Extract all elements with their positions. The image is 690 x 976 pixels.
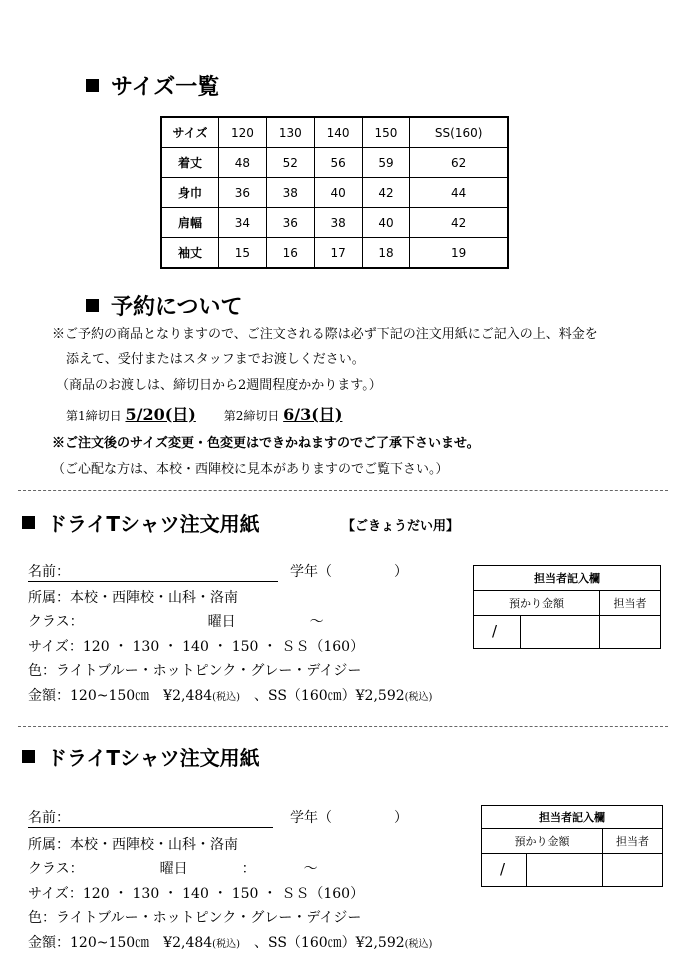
table-row xyxy=(161,208,508,238)
size-header-label: サイズ xyxy=(161,117,219,148)
deadline-1-label: 第1締切日 xyxy=(66,409,122,423)
cell: 36 xyxy=(219,178,267,208)
size-col: 150 xyxy=(362,117,410,148)
staff-header: 担当者 xyxy=(600,591,661,616)
form2-title: ドライTシャツ注文用紙 xyxy=(22,742,260,771)
cell: 42 xyxy=(362,178,410,208)
cell: 42 xyxy=(410,208,508,238)
staff-box-title: 担当者記入欄 xyxy=(482,806,663,829)
cell: 38 xyxy=(314,208,362,238)
row-label: 肩幅 xyxy=(161,208,219,238)
square-bullet-icon xyxy=(22,516,35,529)
square-bullet-icon xyxy=(22,750,35,763)
staff-cell[interactable] xyxy=(600,616,661,649)
cell: 15 xyxy=(219,238,267,269)
square-bullet-icon xyxy=(86,299,99,312)
cell: 56 xyxy=(314,148,362,178)
form1-class-row[interactable]: クラス： 曜日 ～ xyxy=(28,614,324,630)
form2-color-options[interactable]: 色：ライトブルー・ホットピンク・グレー・デイジー xyxy=(28,910,362,926)
table-row xyxy=(161,148,508,178)
size-section-title: サイズ一覧 xyxy=(86,70,219,101)
form2-price: 金額：120~150㎝ ¥2,484(税込) 、SS（160㎝）¥2,592(税込) xyxy=(28,935,433,951)
deadline-2-date: 6/3(日) xyxy=(283,405,343,424)
cell: 19 xyxy=(410,238,508,269)
form1-title: ドライTシャツ注文用紙 xyxy=(22,508,260,537)
cell: 48 xyxy=(219,148,267,178)
reservation-note-2: 添えて、受付またはスタッフまでお渡しください。 xyxy=(66,352,365,367)
form2-class-row[interactable]: クラス： 曜日 ： ～ xyxy=(28,861,318,877)
size-col: 140 xyxy=(314,117,362,148)
deposit-amount-cell[interactable] xyxy=(482,854,603,887)
change-warning: ※ご注文後のサイズ変更・色変更はできかねますのでご了承下さいませ。 xyxy=(52,436,480,451)
deadline-2-label: 第2締切日 xyxy=(223,409,280,423)
reservation-note-1: ※ご予約の商品となりますので、ご注文される際は必ず下記の注文用紙にご記入の上、料金を xyxy=(52,327,598,342)
form1-grade-field[interactable]: 学年（ ） xyxy=(290,564,408,580)
reservation-title: 予約について xyxy=(86,290,243,321)
square-bullet-icon xyxy=(86,79,99,92)
size-col: 120 xyxy=(219,117,267,148)
row-label: 身巾 xyxy=(161,178,219,208)
cell: 44 xyxy=(410,178,508,208)
size-col: SS(160) xyxy=(410,117,508,148)
cell: 38 xyxy=(266,178,314,208)
slash-mark: / xyxy=(500,860,506,878)
deadlines xyxy=(66,402,366,425)
staff-cell[interactable] xyxy=(603,854,663,887)
table-row xyxy=(161,178,508,208)
cell: 59 xyxy=(362,148,410,178)
name-field[interactable]: 名前： xyxy=(28,807,273,828)
form1-staff-box xyxy=(473,565,661,649)
cell: 16 xyxy=(266,238,314,269)
form1-name-row xyxy=(28,561,278,582)
form2-name-row xyxy=(28,807,273,828)
table-row xyxy=(161,238,508,269)
cell: 18 xyxy=(362,238,410,269)
staff-box-title: 担当者記入欄 xyxy=(474,566,661,591)
cell: 52 xyxy=(266,148,314,178)
cell: 34 xyxy=(219,208,267,238)
deposit-amount-header: 預かり金額 xyxy=(474,591,600,616)
size-table xyxy=(160,116,509,269)
form2-grade-field[interactable]: 学年（ ） xyxy=(290,810,408,826)
name-field[interactable]: 名前： xyxy=(28,561,278,582)
form2-staff-box xyxy=(481,805,663,887)
form1-price: 金額：120~150㎝ ¥2,484(税込) 、SS（160㎝）¥2,592(税込) xyxy=(28,688,433,704)
size-col: 130 xyxy=(266,117,314,148)
deadline-1-date: 5/20(日) xyxy=(125,405,196,424)
table-row xyxy=(161,117,508,148)
deposit-amount-cell[interactable] xyxy=(474,616,600,649)
reservation-note-3: （商品のお渡しは、締切日から2週間程度かかります。） xyxy=(56,378,382,393)
form2-size-options[interactable]: サイズ：120 ・ 130 ・ 140 ・ 150 ・ ＳＳ（160） xyxy=(28,886,365,902)
form1-size-options[interactable]: サイズ：120 ・ 130 ・ 140 ・ 150 ・ ＳＳ（160） xyxy=(28,639,365,655)
form1-affiliation[interactable]: 所属：本校・西陣校・山科・洛南 xyxy=(28,590,238,606)
cell: 17 xyxy=(314,238,362,269)
cell: 36 xyxy=(266,208,314,238)
cell: 40 xyxy=(362,208,410,238)
cell: 40 xyxy=(314,178,362,208)
slash-mark: / xyxy=(492,622,498,640)
form2-affiliation[interactable]: 所属：本校・西陣校・山科・洛南 xyxy=(28,837,238,853)
cut-line xyxy=(18,726,668,727)
row-label: 袖丈 xyxy=(161,238,219,269)
form1-color-options[interactable]: 色：ライトブルー・ホットピンク・グレー・デイジー xyxy=(28,663,362,679)
deposit-amount-header: 預かり金額 xyxy=(482,829,603,854)
row-label: 着丈 xyxy=(161,148,219,178)
cell: 62 xyxy=(410,148,508,178)
staff-header: 担当者 xyxy=(603,829,663,854)
sample-note: （ご心配な方は、本校・西陣校に見本がありますのでご覧下さい。） xyxy=(52,462,449,477)
cut-line xyxy=(18,490,668,491)
form1-tag: 【ごきょうだい用】 xyxy=(342,519,460,534)
